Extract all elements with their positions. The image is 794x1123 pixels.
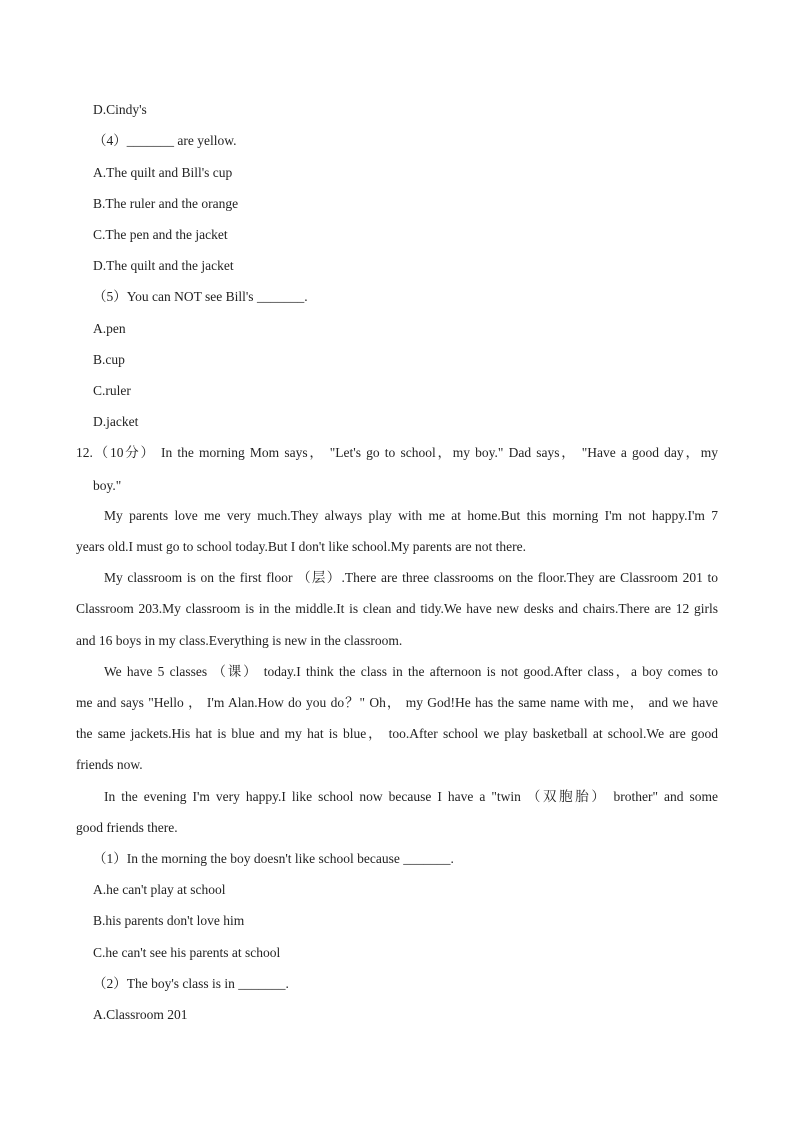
passage-p3-line-3: the same jackets.His hat is blue and my hat is blue， too.After school we play basketball at school.We are good — [76, 726, 718, 741]
q5-option-a: A.pen — [93, 321, 126, 336]
q5-option-c: C.ruler — [93, 383, 131, 398]
q5-option-b: B.cup — [93, 352, 125, 367]
passage-p2-line-3: and 16 boys in my class.Everything is new in the classroom. — [76, 633, 403, 648]
q4-option-b: B.The ruler and the orange — [93, 196, 239, 211]
passage-p2-line-2: Classroom 203.My classroom is in the middle.It is clean and tidy.We have new desks and chairs.There are 12 girls — [76, 601, 718, 616]
option-d-cindys: D.Cindy's — [93, 102, 147, 117]
q4-option-a: A.The quilt and Bill's cup — [93, 165, 233, 180]
passage-p4-line-1: In the evening I'm very happy.I like school now because I have a "twin （双胞胎） brother" and some — [104, 789, 718, 804]
q4-prompt: （4）_______ are yellow. — [93, 133, 237, 148]
q12-1-option-a: A.he can't play at school — [93, 882, 226, 897]
q12-2-option-a: A.Classroom 201 — [93, 1007, 188, 1022]
q12-header-line-1: 12.（10分） In the morning Mom says， "Let's go to school，my boy." Dad says， "Have a good day，my — [76, 445, 718, 460]
q5-option-d: D.jacket — [93, 414, 139, 429]
passage-p3-line-1: We have 5 classes （课） today.I think the class in the afternoon is not good.After class，a boy comes to — [104, 664, 718, 679]
q12-1-option-c: C.he can't see his parents at school — [93, 945, 281, 960]
passage-p4-line-2: good friends there. — [76, 820, 178, 835]
passage-p3-line-4: friends now. — [76, 757, 143, 772]
q12-header-line-2: boy." — [93, 478, 122, 493]
passage-p1-line-2: years old.I must go to school today.But I don't like school.My parents are not there. — [76, 539, 526, 554]
passage-p2-line-1: My classroom is on the first floor （层）.There are three classrooms on the floor.They are Classroom 201 to — [104, 570, 718, 585]
q4-option-d: D.The quilt and the jacket — [93, 258, 234, 273]
q12-1-option-b: B.his parents don't love him — [93, 913, 245, 928]
q12-1-prompt: （1）In the morning the boy doesn't like school because _______. — [93, 851, 454, 866]
q5-prompt: （5）You can NOT see Bill's _______. — [93, 289, 308, 304]
passage-p1-line-1: My parents love me very much.They always play with me at home.But this morning I'm not happy.I'm 7 — [104, 508, 718, 523]
q4-option-c: C.The pen and the jacket — [93, 227, 228, 242]
passage-p3-line-2: me and says "Hello ， I'm Alan.How do you do？" Oh， my God!He has the same name with me， and we have — [76, 695, 718, 710]
q12-2-prompt: （2）The boy's class is in _______. — [93, 976, 289, 991]
